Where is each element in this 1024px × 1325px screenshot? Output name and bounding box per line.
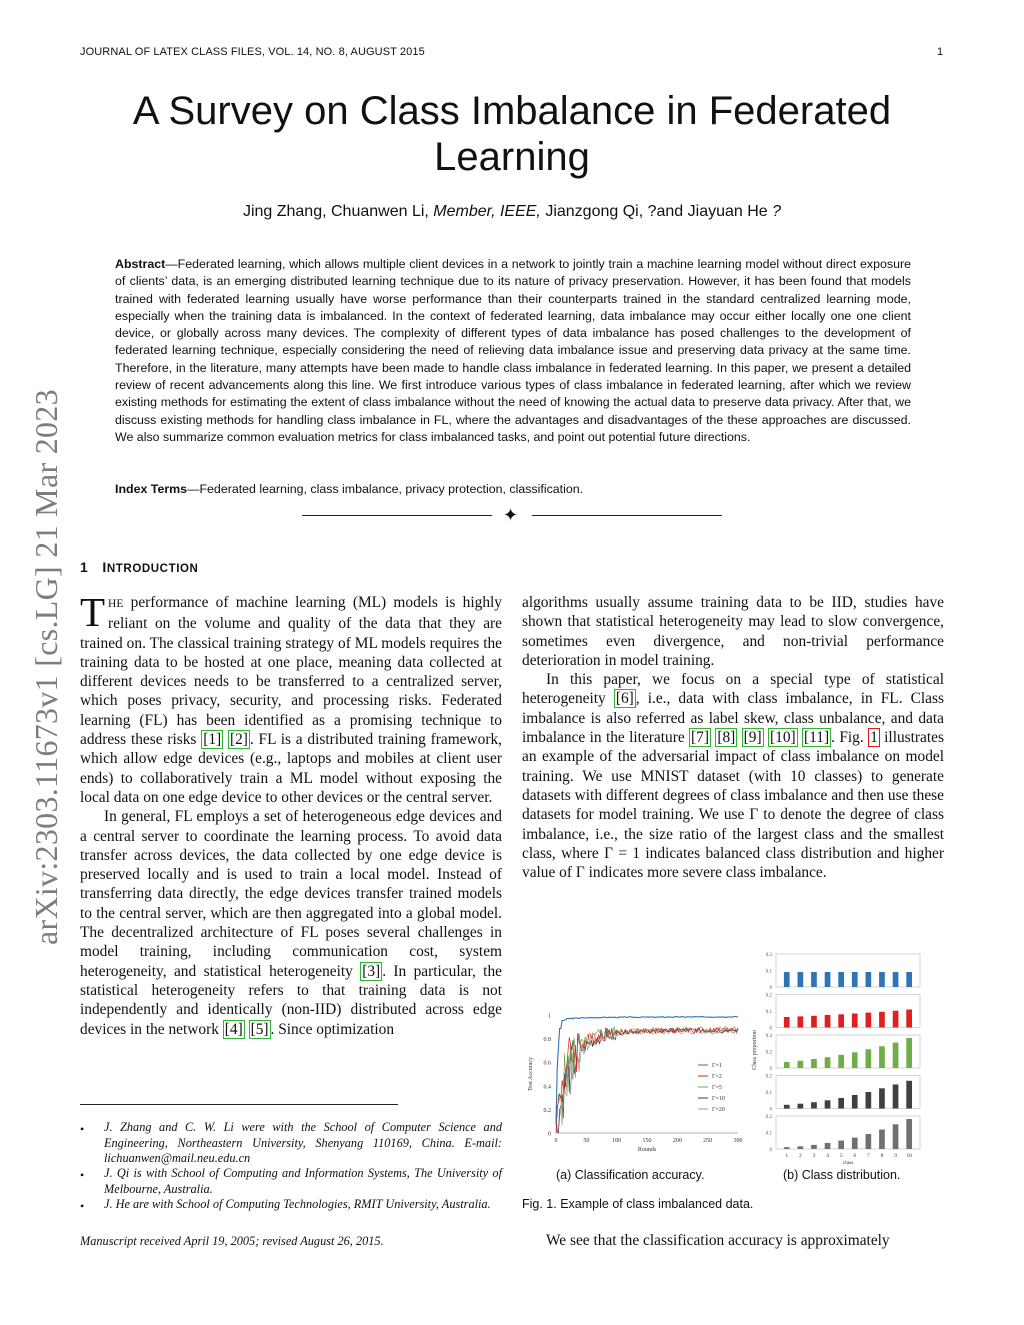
distribution-bar: [852, 972, 858, 987]
title-line-2: Learning: [434, 135, 590, 179]
intro-p4-text-a: In this paper, we focus on a special type of statistical heterogeneity: [522, 671, 944, 708]
distribution-bar: [784, 1147, 790, 1149]
distribution-bar: [811, 972, 817, 987]
legend-label: Γ=2: [712, 1074, 722, 1080]
x-tick-label: 7: [867, 1153, 870, 1159]
x-tick-label: 0: [554, 1138, 558, 1144]
intro-p1-text-b: . FL is a distributed training framework, which allow edge devices (e.g., laptops and mobiles at client user ends) to collaboratively train a ML model without exposing the local data on one edge device to other devices or the central server.: [80, 731, 502, 806]
section-title-rest: NTRODUCTION: [106, 563, 199, 575]
distribution-bar: [811, 1102, 817, 1108]
author-list: [110, 203, 914, 221]
distribution-bar: [784, 1062, 790, 1068]
distribution-bar: [866, 1049, 872, 1068]
x-tick-label: 50: [583, 1138, 590, 1144]
right-column: [522, 593, 944, 882]
title-line-1: A Survey on Class Imbalance in Federated: [132, 89, 892, 133]
x-tick-label: 2: [799, 1153, 802, 1159]
x-tick-label: 100: [612, 1138, 622, 1144]
y-axis-label: Class proportion: [752, 1030, 758, 1070]
distribution-bar: [852, 1052, 858, 1068]
x-tick-label: 10: [906, 1153, 912, 1159]
x-tick-label: 200: [672, 1138, 682, 1144]
authors-part-2: Jianzgong Qi, ?and Jiayuan He: [540, 203, 773, 220]
distribution-bar: [798, 972, 804, 987]
distribution-bar: [879, 1012, 885, 1028]
intro-p4-text-b: , i.e., data with class imbalance, in FL. Class imbalance is also referred as label skew, class unbalance, and data imbalance in the literature: [522, 690, 944, 747]
citation-link[interactable]: [1]: [203, 731, 222, 749]
footnote-bullet: •: [80, 1199, 85, 1213]
citation-link[interactable]: [7]: [691, 729, 709, 747]
arxiv-stamp: arXiv:2303.11673v1 [cs.LG] 21 Mar 2023: [28, 389, 64, 945]
citation-link[interactable]: [6]: [615, 690, 634, 708]
distribution-bar: [784, 972, 790, 987]
y-tick-label: 0: [548, 1131, 551, 1138]
distribution-bar: [811, 1059, 817, 1068]
abstract-label: Abstract: [115, 257, 166, 271]
legend-label: Γ=5: [712, 1085, 722, 1091]
y-tick-label: 0.4: [543, 1084, 551, 1091]
index-terms-text: —Federated learning, class imbalance, privacy protection, classification.: [187, 482, 584, 496]
distribution-bar: [838, 1141, 844, 1149]
distribution-bar: [879, 1088, 885, 1108]
page-number: 1: [937, 46, 944, 58]
series-line: [556, 1027, 738, 1118]
footnote-bullet: •: [80, 1168, 85, 1182]
y-tick-label: 0.1: [765, 1131, 772, 1137]
distribution-bar: [811, 1145, 817, 1149]
distribution-bar: [825, 972, 831, 987]
y-tick-label: 1: [548, 1013, 551, 1020]
subcaption-b: (b) Class distribution.: [783, 1168, 901, 1182]
citation-link[interactable]: [3]: [362, 962, 381, 980]
x-tick-label: 300: [733, 1138, 743, 1144]
class-distribution-chart: [748, 950, 924, 1164]
intro-p2-text-b: . In particular, the statistical heterogeneity refers to that training data is not independently and identically (non-IID) distributed across edge devices in the network: [80, 962, 502, 1038]
distribution-bar: [906, 1081, 912, 1109]
footnote-affiliation-1: J. Zhang and C. W. Li were with the School of Computer Science and Engineering, Northeastern University, Shenyang 110169, China. E-mail: lichuanwen@mail.neu.edu.cn: [104, 1120, 502, 1165]
panel-frame: [776, 1076, 920, 1109]
separator-rule-left: [302, 515, 492, 516]
distribution-bar: [906, 1038, 912, 1068]
citation-link[interactable]: [5]: [250, 1020, 269, 1038]
y-tick-label: 0.2: [765, 1050, 772, 1056]
y-tick-label: 0: [769, 1107, 772, 1113]
x-tick-label: 6: [853, 1153, 857, 1159]
distribution-bar: [838, 1098, 844, 1109]
y-axis-label: Test Accuracy: [528, 1056, 534, 1092]
running-head: JOURNAL OF LATEX CLASS FILES, VOL. 14, NO. 8, AUGUST 2015: [80, 46, 425, 58]
intro-p2-text-c: . Since optimization: [270, 1020, 395, 1038]
y-tick-label: 0.8: [543, 1037, 551, 1044]
distribution-bar: [893, 1124, 899, 1149]
x-tick-label: 3: [812, 1153, 816, 1159]
x-tick-label: 150: [642, 1138, 652, 1144]
series-line: [556, 1028, 738, 1133]
intro-p4-text-c: . Fig.: [831, 729, 869, 747]
distribution-bar: [852, 1138, 858, 1149]
distribution-bar: [866, 972, 872, 987]
paper-title: [110, 88, 914, 180]
y-tick-label: 0.2: [765, 993, 772, 999]
index-terms: [115, 482, 911, 496]
distribution-bar: [825, 1100, 831, 1108]
abstract-text: —Federated learning, which allows multiple client devices in a network to jointly train a machine learning model without direct exposure of clients’ data, is an emerging distributed learning technique due to its nature of privacy preservation. However, it has been found that models trained with federated learning usually have worse performance than their counterparts trained in the standard centralized learning mode, especially when the training data is imbalanced. In the context of federated learning, data imbalance may occur either locally one one client device, or globally across many devices. The complexity of different types of data imbalance has posed challenges to the development of federated learning technique, especially considering the need of relieving data imbalance issue and preserving data privacy at the same time. Therefore, in the literature, many attempts have been made to handle class imbalance in federated learning. In this paper, we present a detailed review of recent advancements along this line. We first introduce various types of class imbalance in federated learning, after which we review existing methods for estimating the extent of class imbalance without the need of knowing the actual data to preserve data privacy. After that, we discuss existing methods for handling class imbalance in FL, where the advantages and disadvantages of the these approaches are discussed. We also summarize common evaluation metrics for class imbalanced tasks, and point out potential future directions.: [115, 257, 911, 444]
y-tick-label: 0.2: [543, 1107, 551, 1114]
x-tick-label: 4: [826, 1153, 829, 1159]
legend-label: Γ=20: [712, 1107, 725, 1113]
y-tick-label: 0.1: [765, 1091, 772, 1096]
intro-p2-text-a: In general, FL employs a set of heterogeneous edge devices and a central server to coordinate the learning process. To avoid data transfer across devices, the data collected by one edge device is preserved locally and is used to train a local model. Instead of transferring data directly, the edge devices transfer trained models to the central server, which are then aggregated into a global model. The decentralized architecture of FL poses several challenges in model training, including communication cost, system heterogeneity, and statistical heterogeneity: [80, 808, 502, 980]
distribution-bar: [784, 1017, 790, 1028]
legend-label: Γ=10: [712, 1096, 725, 1102]
y-tick-label: 0.6: [543, 1060, 551, 1067]
distribution-bar: [852, 1014, 858, 1028]
citation-link[interactable]: [11]: [804, 729, 830, 747]
distribution-bar: [893, 972, 899, 987]
section-heading: [80, 559, 198, 575]
footnote-bullet: •: [80, 1122, 85, 1136]
x-tick-label: 250: [703, 1138, 713, 1144]
citation-link[interactable]: [8]: [717, 729, 736, 747]
distribution-bar: [825, 1015, 831, 1027]
x-axis-label: class: [842, 1160, 854, 1164]
distribution-bar: [879, 1130, 885, 1150]
distribution-bar: [879, 972, 885, 987]
distribution-bar: [838, 1055, 844, 1068]
y-tick-label: 0: [769, 1067, 772, 1072]
distribution-bar: [838, 972, 844, 987]
left-column: [80, 589, 502, 1039]
index-terms-label: Index Terms: [115, 482, 188, 496]
y-tick-label: 0.1: [765, 1010, 772, 1015]
distribution-bar: [893, 1085, 899, 1109]
series-line: [556, 1029, 738, 1133]
authors-part-1: Jing Zhang, Chuanwen Li,: [242, 203, 434, 220]
citation-link[interactable]: [4]: [224, 1020, 243, 1038]
y-tick-label: 0.4: [765, 1034, 772, 1039]
intro-paragraph-3: algorithms usually assume training data to be IID, studies have shown that statistical heterogeneity may lead to slow convergence, sometimes even divergence, and non-trivial performance deterioration in model training.: [522, 594, 944, 669]
x-tick-label: 1: [785, 1153, 789, 1159]
x-axis-label: Rounds: [637, 1147, 657, 1153]
citation-link[interactable]: [2]: [229, 731, 248, 749]
citation-link[interactable]: [9]: [743, 729, 762, 747]
intro-p4-text-d: illustrates an example of the adversarial impact of class imbalance on model training. We use MNIST dataset (with 10 classes) to generate datasets with different degrees of class imbalance and then use these datasets for model training. We use Γ to denote the degree of class imbalance, i.e., the size ratio of the largest class and the smallest class, where Γ = 1 indicates balanced class distribution and higher value of Γ indicates more severe class imbalance.: [522, 729, 944, 882]
distribution-bar: [852, 1095, 858, 1109]
footnote-affiliation-2: J. Qi is with School of Computing and Information Systems, The University of Melbourne, Australia.: [104, 1166, 502, 1196]
legend-label: Γ=1: [712, 1063, 722, 1069]
distribution-bar: [825, 1143, 831, 1149]
section-number: 1: [80, 559, 89, 575]
accuracy-chart: [522, 1005, 744, 1163]
distribution-bar: [811, 1016, 817, 1028]
distribution-bar: [879, 1046, 885, 1068]
distribution-bar: [798, 1061, 804, 1068]
intro-paragraph-2: [80, 807, 502, 1039]
intro-p1-text-a: performance of machine learning (ML) models is highly reliant on the volume and quality of the data that they are trained on. The classical training strategy of ML models requires the training data to be hosted at one place, meaning data collected at different devices needs to be transferred to a centralized server, which poses privacy, security, and processing risks. Federated learning (FL) has been identified as a promising technique to address these risks: [80, 594, 502, 749]
distribution-bar: [866, 1134, 872, 1149]
intro-paragraph-4: [522, 670, 944, 882]
y-tick-label: 0.2: [765, 1074, 772, 1080]
intro-paragraph-1: [80, 589, 502, 807]
citation-link[interactable]: [10]: [770, 729, 796, 747]
distribution-bar: [825, 1057, 831, 1068]
distribution-bar: [906, 972, 912, 987]
authors-member: Member, IEEE,: [433, 203, 541, 220]
y-tick-label: 0: [769, 1026, 772, 1032]
y-tick-label: 0.2: [765, 1115, 772, 1120]
authors-question: ?: [772, 203, 782, 220]
panel-frame: [776, 1116, 920, 1149]
dropcap: T: [80, 589, 106, 635]
x-tick-label: 8: [880, 1153, 884, 1159]
y-tick-label: 0.1: [765, 969, 772, 975]
manuscript-dates: Manuscript received April 19, 2005; revised August 26, 2015.: [80, 1234, 384, 1248]
abstract: [115, 256, 911, 446]
intro-p5-text: We see that the classification accuracy is approximately: [546, 1232, 890, 1249]
y-tick-label: 0: [769, 986, 772, 991]
y-tick-label: 0.2: [765, 953, 772, 958]
intro-paragraph-5: [522, 1231, 944, 1250]
distribution-bar: [893, 1043, 899, 1069]
distribution-bar: [893, 1011, 899, 1028]
section-title-initial: I: [102, 559, 107, 575]
distribution-bar: [784, 1105, 790, 1109]
footnote-rule: [80, 1104, 398, 1105]
distribution-bar: [906, 1119, 912, 1149]
distribution-bar: [798, 1104, 804, 1109]
dropcap-smallcaps: HE: [108, 598, 124, 610]
distribution-bar: [798, 1146, 804, 1149]
x-tick-label: 5: [839, 1153, 843, 1159]
separator-rule-right: [532, 515, 722, 516]
figure-link[interactable]: 1: [870, 729, 878, 747]
figure-caption: Fig. 1. Example of class imbalanced data.: [522, 1197, 754, 1211]
distribution-bar: [906, 1010, 912, 1028]
footnote-affiliation-3: J. He are with School of Computing Technologies, RMIT University, Australia.: [104, 1197, 491, 1211]
distribution-bar: [798, 1016, 804, 1027]
distribution-bar: [838, 1014, 844, 1027]
y-tick-label: 0: [769, 1148, 772, 1153]
subcaption-a: (a) Classification accuracy.: [556, 1168, 705, 1182]
separator-star-icon: ✦: [503, 505, 519, 525]
x-tick-label: 9: [894, 1153, 897, 1159]
distribution-bar: [866, 1013, 872, 1028]
distribution-bar: [866, 1092, 872, 1109]
